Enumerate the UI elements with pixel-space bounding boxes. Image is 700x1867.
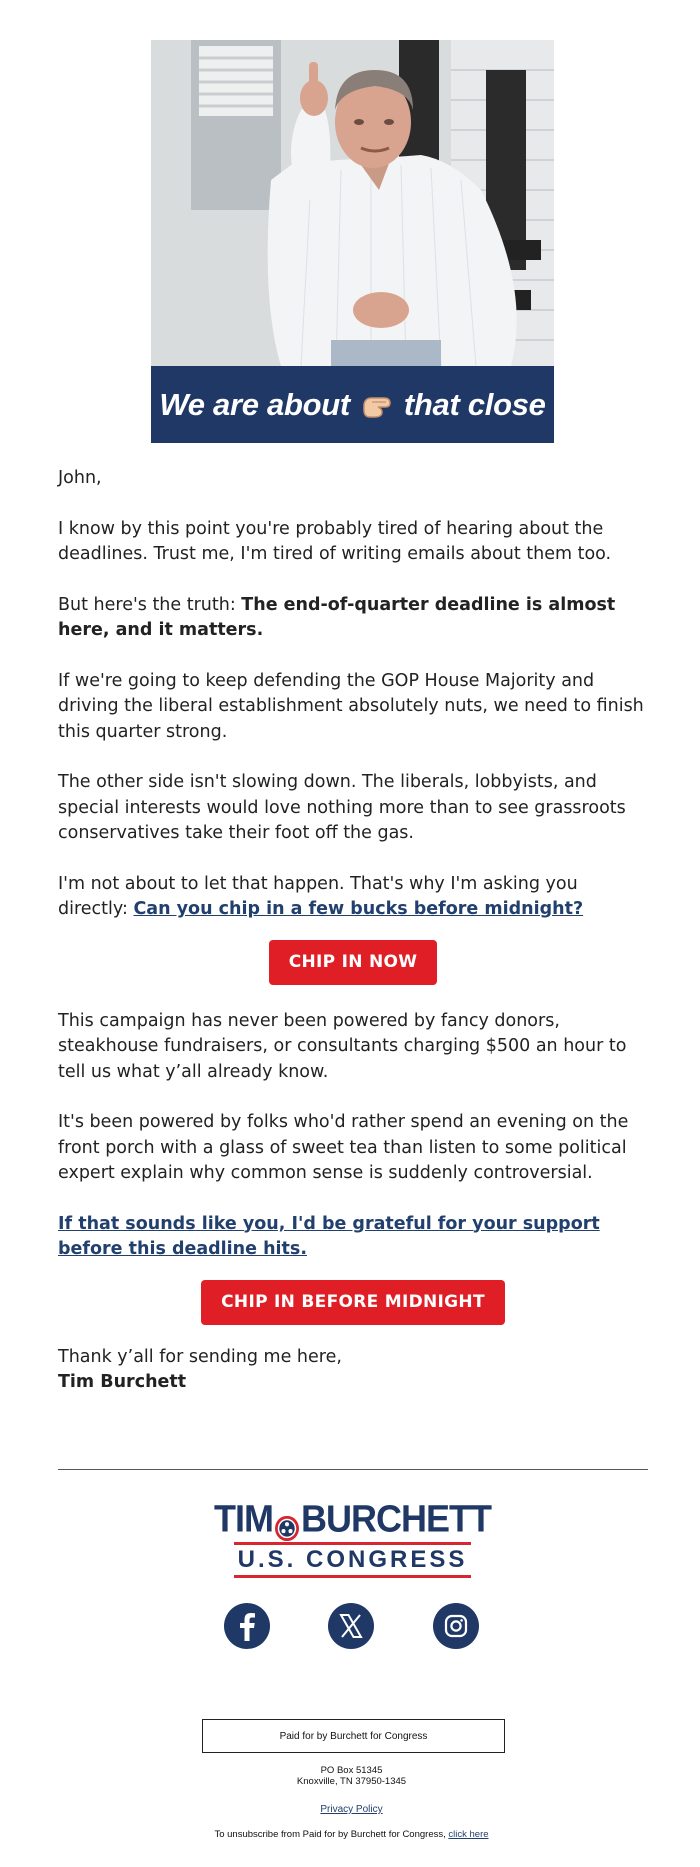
address-line-1: PO Box 51345	[320, 1765, 383, 1776]
paragraph-1: I know by this point you're probably tired of hearing about the deadlines. Trust me, I'm tired of writing emails about them too.	[58, 518, 612, 564]
paid-for-box: Paid for by Burchett for Congress	[202, 1719, 505, 1753]
tennessee-stars-icon	[275, 1506, 299, 1531]
facebook-icon[interactable]	[224, 1603, 270, 1649]
logo-rule-bottom	[234, 1575, 471, 1578]
logo-top	[214, 1496, 491, 1541]
hero-image[interactable]	[151, 40, 554, 443]
hero-caption-before: We are about	[159, 386, 350, 422]
paragraph-5	[58, 872, 648, 923]
logo-right: BURCHETT	[301, 1496, 491, 1540]
unsubscribe-link[interactable]: click here	[448, 1829, 489, 1840]
signoff: Thank y’all for sending me here,	[58, 1346, 342, 1367]
signature: Tim Burchett	[58, 1372, 187, 1392]
logo-sub: U.S. CONGRESS	[237, 1546, 468, 1573]
hero-caption-after: that close	[403, 386, 546, 422]
logo-left: TIM	[214, 1496, 273, 1540]
mailing-address	[150, 1765, 553, 1787]
support-link[interactable]: If that sounds like you, I'd be grateful for your support before this deadline hits.	[58, 1213, 600, 1259]
hero-caption	[151, 366, 554, 443]
paragraph-6: This campaign has never been powered by fancy donors, steakhouse fundraisers, or consultants charging $500 an hour to tell us what y’all already know.	[58, 1010, 627, 1082]
paragraph-2-bold: The end-of-quarter deadline is almost here, and it matters.	[58, 594, 616, 640]
paragraph-3: If we're going to keep defending the GOP House Majority and driving the liberal establishment absolutely nuts, we need to finish this quarter strong.	[58, 670, 644, 742]
unsubscribe-text: To unsubscribe from Paid for by Burchett for Congress,	[214, 1829, 449, 1840]
pinching-hand-icon	[360, 390, 394, 420]
chip-in-now-button[interactable]: CHIP IN NOW	[269, 940, 438, 985]
paragraph-2	[58, 593, 648, 644]
hero-photo	[151, 40, 554, 366]
footer-divider	[58, 1469, 648, 1470]
address-line-2: Knoxville, TN 37950-1345	[296, 1776, 407, 1787]
paragraph-7: It's been powered by folks who'd rather spend an evening on the front porch with a glass of sweet tea than listen to some political expert explain why common sense is suddenly controversial.	[58, 1112, 629, 1183]
paragraph-link	[58, 1212, 648, 1263]
greeting: John,	[58, 468, 102, 488]
paragraph-5-text: I'm not about to let that happen. That's why I'm asking you directly:	[58, 873, 578, 919]
chip-in-link[interactable]: Can you chip in a few bucks before midnight?	[133, 899, 584, 919]
paragraph-2-text: But here's the truth:	[58, 594, 242, 615]
button-1-wrap	[58, 940, 648, 985]
email-body	[58, 466, 648, 1396]
paragraph-4: The other side isn't slowing down. The liberals, lobbyists, and special interests would love nothing more than to see grassroots conservatives take their foot off the gas.	[58, 772, 626, 843]
button-2-wrap	[58, 1280, 648, 1325]
x-icon[interactable]	[328, 1603, 374, 1649]
instagram-icon[interactable]	[433, 1603, 479, 1649]
unsubscribe-line	[100, 1829, 603, 1840]
campaign-logo[interactable]	[214, 1496, 491, 1578]
privacy-policy-link[interactable]: Privacy Policy	[320, 1804, 383, 1815]
chip-in-before-midnight-button[interactable]: CHIP IN BEFORE MIDNIGHT	[201, 1280, 505, 1325]
